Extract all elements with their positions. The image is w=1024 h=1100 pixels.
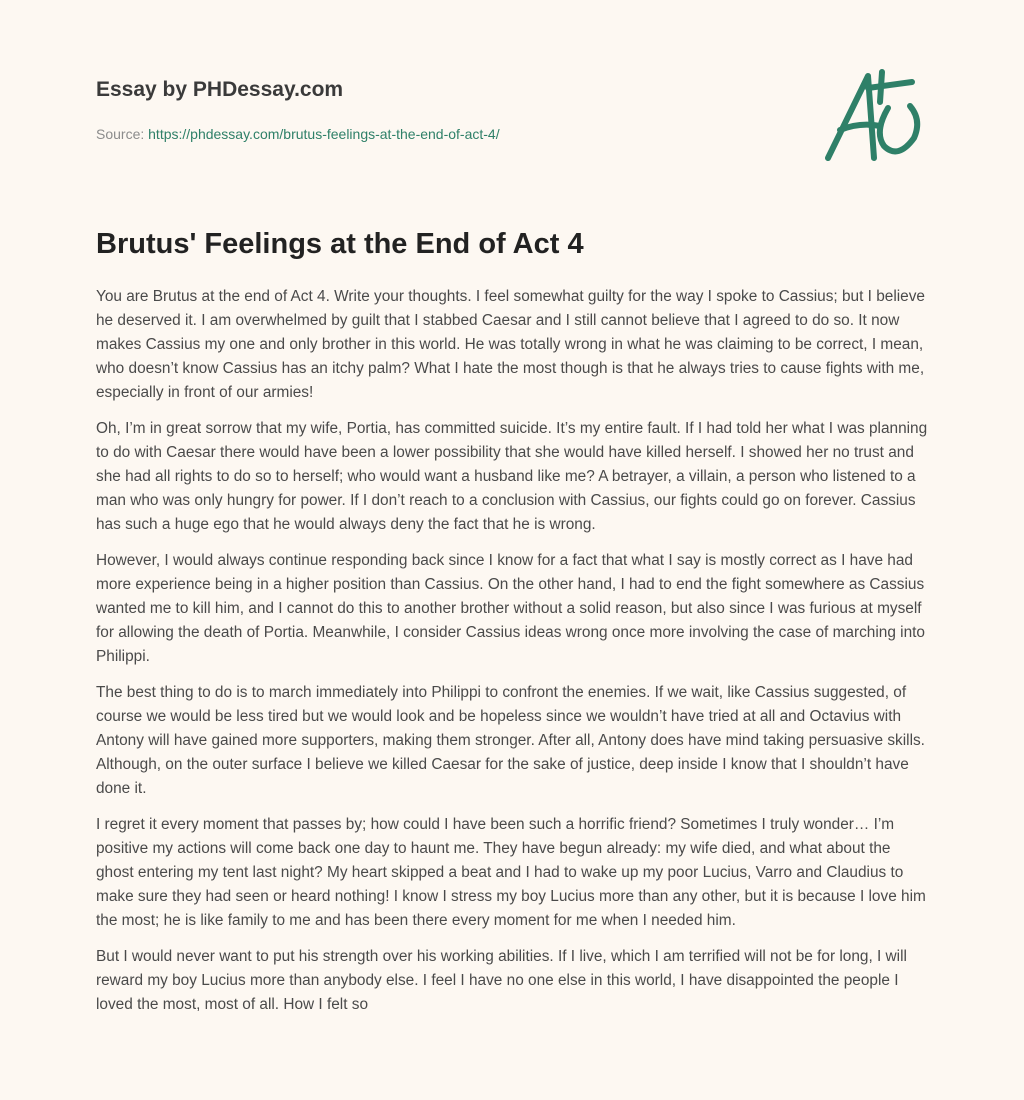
source-link[interactable]: https://phdessay.com/brutus-feelings-at-the-end-of-act-4/ <box>148 126 500 142</box>
source-label: Source: <box>96 126 145 142</box>
essay-paragraph: The best thing to do is to march immediately into Philippi to confront the enemies. If we wait, like Cassius suggested, of course we would be less tired but we would look and be hopeless since we wouldn’t have tried at all and Octavius with Antony will have gained more supporters, making them stronger. After all, Antony does have mind taking persuasive skills. Although, on the outer surface I believe we killed Caesar for the sake of justice, deep inside I know that I shouldn’t have done it. <box>96 684 925 797</box>
essay-paragraph: However, I would always continue responding back since I know for a fact that what I say is mostly correct as I have had more experience being in a higher position than Cassius. On the other hand, I had to end the fight somewhere as Cassius wanted me to kill him, and I cannot do this to another brother without a solid reason, but also since I was furious at myself for allowing the death of Portia. Meanwhile, I consider Cassius ideas wrong once more involving the case of marching into Philippi. <box>96 552 925 665</box>
source-line <box>96 124 796 144</box>
brand-title: Essay by PHDessay.com <box>96 78 344 101</box>
essay-paragraph: I regret it every moment that passes by; how could I have been such a horrific friend? Sometimes I truly wonder… I’m positive my actions will come back one day to haunt me. They have begun already: my wife died, and what about the ghost entering my tent last night? My heart skipped a beat and I had to wake up my poor Lucius, Varro and Claudius to make sure they had seen or heard nothing! I know I stress my boy Lucius more than any other, but it is because I love him the most; he is like family to me and has been there every moment for me when I needed him. <box>96 816 926 929</box>
essay-paragraph: Oh, I’m in great sorrow that my wife, Portia, has committed suicide. It’s my entire fault. If I had told her what I was planning to do with Caesar there would have been a lower possibility that she would have killed herself. I showed her no trust and she had all rights to do so to herself; who would want a husband like me? A betrayer, a villain, a person who listened to a man who was only hungry for power. If I don’t reach to a conclusion with Cassius, our fights could go on forever. Cassius has such a huge ego that he would always deny the fact that he is wrong. <box>96 420 928 533</box>
essay-paragraph: But I would never want to put his strength over his working abilities. If I live, which I am terrified will not be for long, I will reward my boy Lucius more than anybody else. I feel I have no one else in this world, I have disappointed the people I loved the most, most of all. How I felt so <box>96 948 907 1013</box>
site-header <box>96 76 796 144</box>
essay-body <box>96 285 932 1029</box>
essay-paragraph: You are Brutus at the end of Act 4. Write your thoughts. I feel somewhat guilty for the way I spoke to Cassius; but I believe he deserved it. I am overwhelmed by guilt that I stabbed Caesar and I still cannot believe that I agreed to do so. It now makes Cassius my one and only brother in this world. He was totally wrong in what he was claiming to be correct, I mean, who doesn’t know Cassius has an itchy palm? What I hate the most though is that he always tries to cause fights with me, especially in front of our armies! <box>96 288 925 401</box>
a-plus-grade-logo-icon <box>818 66 928 166</box>
essay-title: Brutus' Feelings at the End of Act 4 <box>96 228 584 260</box>
